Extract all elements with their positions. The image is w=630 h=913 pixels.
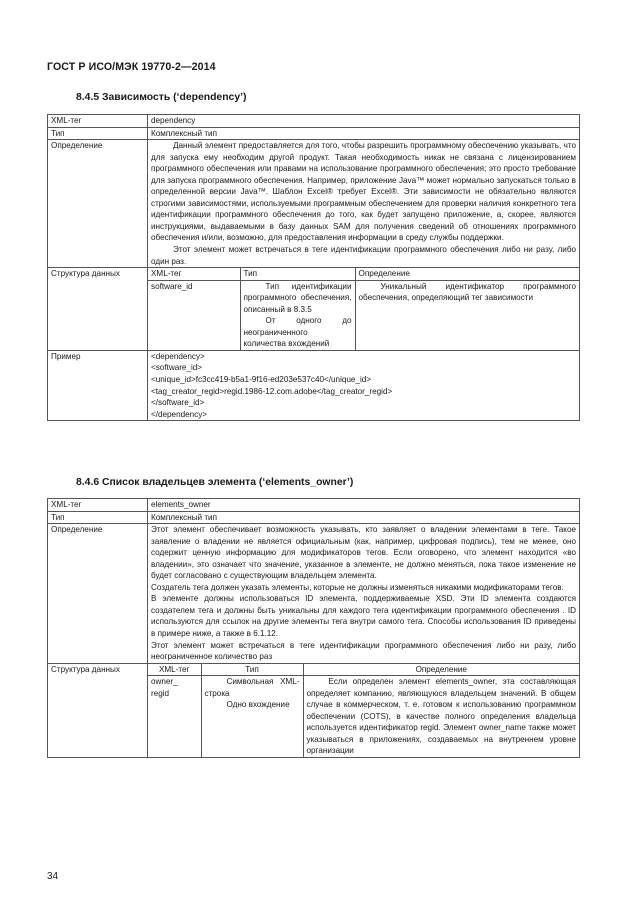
row-label: Структура данных <box>48 663 148 757</box>
table-row <box>48 499 580 512</box>
table-row <box>48 511 580 524</box>
struct-type-paragraph: Одно вхождение <box>226 700 290 710</box>
row-label: XML-тег <box>48 115 148 128</box>
definition-paragraph: Данный элемент предоставляется для того, чтобы разрешить программному обеспечению указывать, что для запуска ему необходим другой продукт. Такая необходимость никак не связана с лицензированием программного обеспечения или правами на использование программного обеспечения; это просто требование для запуска программного обеспечения. Например, приложение Java™ может нормально запускаться только в определенной версии Java™. Шаблон Excel® требует Excel®. Эти зависимости не обязательно являются строгими зависимостями, используемыми программным обеспечением для проверки наличия конкретного тега идентификации программного обеспечения до того, как будет запущено приложение, а, скорее, являются инструкциями, выдаваемыми в базу данных SAM для получения сведений об отношениях программного обеспечения и/или, возможно, для предоставления информации в среду службы поддержки. <box>151 141 576 243</box>
row-label: Пример <box>48 350 148 420</box>
definition-paragraph: Этот элемент может встречаться в теге идентификации программного обеспечения либо ни разу, либо неограниченное количество раз <box>151 640 576 662</box>
struct-def-cell: Уникальный идентификатор программного обеспечения, определяющий тег зависимости <box>355 280 579 350</box>
row-label: Тип <box>48 511 148 524</box>
structure-cell <box>148 268 580 351</box>
column-header: Тип <box>201 664 303 676</box>
document-header: ГОСТ Р ИСО/МЭК 19770-2—2014 <box>47 61 216 73</box>
row-value: elements_owner <box>148 499 580 512</box>
row-label: XML-тег <box>48 499 148 512</box>
row-label: Определение <box>48 524 148 664</box>
table-row <box>48 663 580 757</box>
definition-paragraph: В элементе должны использоваться ID элемента, поддерживаемые XSD. Эти ID элемента создаются создателем тега и должны быть уникальны для каждого тега идентификации программного обеспечения . ID используются для ссылок на другие элементы тега внутри самого тега. Способы использования ID приведены в примере ниже, а также в 6.1.12. <box>151 594 576 639</box>
struct-type-paragraph: Тип идентификации программного обеспечения, описанный в 8.3.5 <box>243 281 352 314</box>
table-row <box>48 350 580 420</box>
column-header: Определение <box>355 268 579 280</box>
row-value: Комплексный тип <box>148 511 580 524</box>
example-line: <software_id> <box>151 363 203 373</box>
section-heading-dependency: 8.4.5 Зависимость (‘dependency’) <box>76 92 247 103</box>
table-row <box>48 140 580 268</box>
dependency-table <box>47 114 580 421</box>
example-line: <unique_id>fc3cc419-b5a1-9f16-ed203e537c40</unique_id> <box>151 375 372 385</box>
definition-paragraph: Этот элемент может встречаться в теге идентификации программного обеспечения либо ни разу, либо один раз. <box>151 245 576 266</box>
column-header: Определение <box>303 664 579 676</box>
struct-type-paragraph: Символьная XML-строка <box>204 677 300 698</box>
definition-cell <box>148 524 580 664</box>
table-row <box>48 127 580 140</box>
row-label: Определение <box>48 140 148 268</box>
column-header: XML-тег <box>148 664 201 676</box>
row-label: Структура данных <box>48 268 148 351</box>
struct-type-paragraph: От одного до неограниченного количества вхождений <box>243 316 352 349</box>
page-number: 34 <box>47 871 59 882</box>
struct-type-cell <box>240 280 355 350</box>
definition-cell <box>148 140 580 268</box>
table-header-row <box>148 268 579 280</box>
definition-paragraph: Создатель тега должен указать элементы, которые не должны изменяться никакими модификаторами тегов. <box>151 582 564 592</box>
example-line: </dependency> <box>151 409 208 419</box>
structure-table <box>148 664 579 757</box>
row-value: dependency <box>148 115 580 128</box>
structure-cell <box>148 663 580 757</box>
example-line: </software_id> <box>151 398 205 408</box>
table-header-row <box>148 664 579 676</box>
row-label: Тип <box>48 127 148 140</box>
struct-tag-cell: owner_ regid <box>148 676 201 757</box>
table-row <box>48 268 580 351</box>
elements-owner-table <box>47 498 580 758</box>
table-row <box>148 280 579 350</box>
definition-paragraph: Этот элемент обеспечивает возможность указывать, кто заявляет о владении элементами в теге. Такое заявление о владении не является официальным (как, например, цифровая подпись), тем не менее, оно содержит ценную информацию для модификаторов тегов. Если оговорено, что элемент находится «во владении», это означает что значение, указанное в элементе, не должно меняться, пока такое изменение не будет согласовано с существующим владельцем элемента. <box>151 525 576 581</box>
struct-tag-cell: software_id <box>148 280 240 350</box>
column-header: Тип <box>240 268 355 280</box>
table-row <box>48 115 580 128</box>
example-line: <dependency> <box>151 351 205 361</box>
table-row <box>148 676 579 757</box>
struct-def-cell: Если определен элемент elements_owner, эта составляющая определяет компанию, являющуюся владельцем значений. В общем случае в коммерческом, т. е. готовом к использованию программном обеспечении (COTS), в качестве полного определения владельца используется идентификатор regid. Элемент owner_name также может указываться в приложениях, создаваемых на внутреннем уровне организации <box>303 676 579 757</box>
row-value: Комплексный тип <box>148 127 580 140</box>
table-row <box>48 524 580 664</box>
struct-type-cell <box>201 676 303 757</box>
column-header: XML-тег <box>148 268 240 280</box>
example-cell <box>148 350 580 420</box>
structure-table <box>148 268 579 350</box>
section-heading-elements-owner: 8.4.6 Список владельцев элемента (‘elements_owner’) <box>76 477 354 488</box>
example-line: <tag_creator_regid>regid.1986-12.com.adobe</tag_creator_regid> <box>151 386 393 396</box>
